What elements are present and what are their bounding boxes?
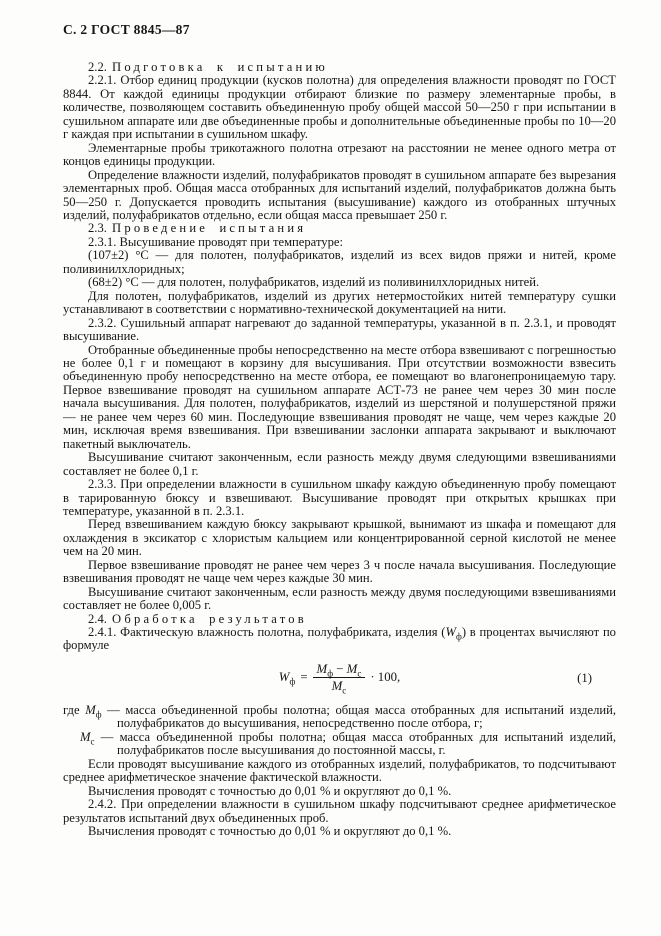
where-item-text: масса объединенной пробы полотна; общая масса отобранных для испытаний изделий, полуфабрикатов после высушивания до постоянной массы, г. [117,729,616,758]
where-item-text: масса объединенной пробы полотна; общая масса отобранных для испытаний изделий, полуфабрикатов до высушивания, непосредственно после отбора, г; [117,702,616,731]
paragraph-calc-precision-2: Вычисления проводят с точностью до 0,01 % и округляют до 0,1 %. [88,824,452,839]
paragraph-2-3-3: 2.3.3. При определении влажности в сушильном шкафу каждую объединенную пробу помещают в тарированную бюксу и взвешивают. Высушивание проводят при открытых крышках при температуре, указанной в п. 2.3.1. [63,477,616,518]
paragraph-moisture-determination: Определение влажности изделий, полуфабрикатов проводят в сушильном аппарате без вырезания элементарных проб. Общая масса отобранных для испытаний изделий, полуфабрикатов должна быть 50—250 г. Допускается проводить испытания (высушивание) каждого из отобранных штучных изделий, полуфабрикатов отдельно, если общая масса превышает 250 г. [63,167,616,222]
section-heading-2-2 [63,61,616,74]
paragraph-other-threads: Для полотен, полуфабрикатов, изделий из других нетермостойких нитей температуру сушки устанавливают в соответствии с нормативно-технической документацией на нити. [63,288,616,317]
variable-w-subscript: ф [455,631,462,642]
formula-lhs [278,670,296,687]
section-title: Обработка результатов [112,611,307,626]
section-heading-2-4 [63,613,616,626]
paragraph-average-value: Если проводят высушивание каждого из отобранных изделий, полуфабрикатов, то подсчитывают среднее арифметическое значение фактической влажности. [63,756,616,785]
fraction-numerator [313,662,366,678]
variable-m-subscript: с [90,736,95,747]
paragraph-elementary-samples: Элементарные пробы трикотажного полотна отрезают на расстоянии не менее одного метра от концов единицы продукции. [63,140,616,169]
variable-m-subscript: ф [327,668,334,679]
variable-m: М [85,702,96,717]
paragraph-desiccator: Перед взвешиванием каждую бюксу закрывают крышкой, вынимают из шкафа и помещают для охлаждения в эксикатор с хлористым кальцием или концентрированной серной кислотой не менее чем на 20 мин. [63,517,616,559]
variable-m: М [331,678,343,693]
paragraph-drying-finished-0005: Высушивание считают законченным, если разность между двумя последующими взвешиваниями составляет не более 0,005 г. [63,584,616,613]
dash: — [100,729,114,744]
paragraph-2-4-2: 2.4.2. При определении влажности в сушильном шкафу подсчитывают среднее арифметическое результатов испытаний двух объединенных проб. [63,797,616,825]
variable-m-subscript: ф [95,709,102,720]
equals-sign: = [300,670,308,685]
variable-m: М [346,661,358,676]
paragraph-calc-precision-1: Вычисления проводят с точностью до 0,01 % и округляют до 0,1 %. [88,783,452,798]
paragraph-2-3-2: 2.3.2. Сушильный аппарат нагревают до заданной температуры, указанной в п. 2.3.1, и проводят высушивание. [63,315,616,344]
variable-m: М [316,661,328,676]
paragraph-2-4-1 [63,626,616,653]
paragraph-first-weighing-3h: Первое взвешивание проводят не ранее чем через 3 ч после начала высушивания. Последующие взвешивания проводят не чаще чем через каждые 30 мин. [63,557,616,586]
where-intro: где [63,702,80,717]
variable-m-subscript: с [342,685,347,696]
paragraph-2-3-1: 2.3.1. Высушивание проводят при температуре: [88,234,343,249]
fraction-denominator [313,678,366,696]
paragraph-2-2-1: 2.2.1. Отбор единиц продукции (кусков полотна) для определения влажности проводят по ГОСТ 8844. От каждой единицы продукции отбирают близкие по размеру элементарные пробы, в количестве, позволяющем составить объединенную пробу общей массой 50—250 г при испытании в сушильном аппарате или две объединенные пробы и дополнительные объединенные пробы по 10—20 г каждая при испытании в сушильном шкафу. [63,73,616,142]
dash: — [107,702,120,717]
variable-w-subscript: ф [289,676,296,687]
section-number: 2.4. [88,611,107,626]
formula-multiplier: · 100, [370,670,401,685]
where-item-mf [63,704,616,731]
where-item-mc [63,731,616,758]
variable-m-subscript: с [357,668,362,679]
section-title: Подготовка к испытанию [112,60,329,74]
minus-sign: − [336,661,344,676]
paragraph-2-4-1-text: 2.4.1. Фактическую влажность полотна, полуфабриката, изделия ( [88,625,446,640]
paragraph-drying-finished-01: Высушивание считают законченным, если разность между двумя следующими взвешиваниями составляет не более 0,1 г. [63,450,616,478]
page-content-column [63,22,616,838]
page-header: С. 2 ГОСТ 8845—87 [63,22,190,37]
paragraph-temp-107: (107±2) °С — для полотен, полуфабрикатов, изделий из всех видов пряжи и нитей, кроме поливинилхлоридных; [63,248,616,276]
formula-1 [63,661,616,696]
section-number: 2.3. [88,221,107,236]
variable-m: М [80,729,91,744]
paragraph-temp-68: (68±2) °С — для полотен, полуфабрикатов, изделий из поливинилхлоридных нитей. [88,275,540,290]
paragraph-2-4-1-text-after: ) в процентах вычисляют по формуле [63,625,616,653]
section-heading-2-3 [63,222,616,235]
variable-w: W [278,670,290,685]
formula-expression [278,661,401,696]
equation-number: (1) [577,670,592,685]
fraction [313,661,366,696]
document-body [63,61,616,838]
section-title: Проведение испытания [112,221,307,236]
variable-w: W [445,625,456,640]
section-number: 2.2. [88,60,107,74]
paragraph-weighing-procedure: Отобранные объединенные пробы непосредственно на месте отбора взвешивают с погрешностью не более 0,1 г и помещают в корзину для высушивания. При отсутствии возможности взвесить объединенную пробу непосредственно на месте отбора, ее помещают во влагонепроницаемую тару. Первое взвешивание проводят на сушильном аппарате АСТ-73 не ранее чем через 30 мин после начала высушивания. Для полотен, полуфабрикатов, изделий из шерстяной и полушерстяной пряжи — не ранее чем через 60 мин. Последующие взвешивания проводят не чаще, чем через каждые 20 мин, исключая время взвешивания. При взвешивании заслонки аппарата закрывают и выключают пакетный выключатель. [63,342,616,451]
